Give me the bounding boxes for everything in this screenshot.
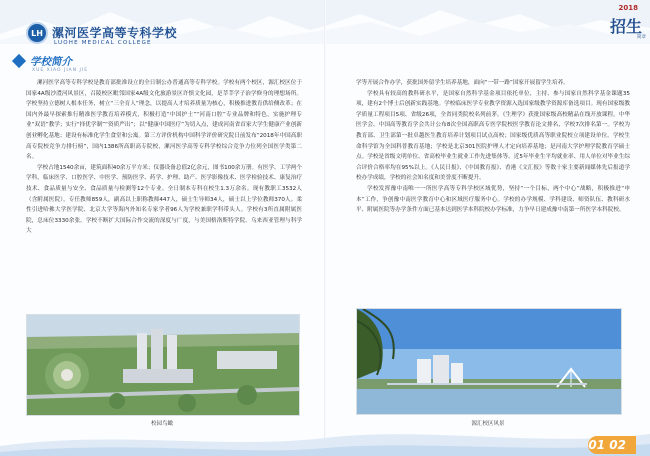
section-title-en: XUE XIAO JIAN JIE [32,68,89,73]
center-spine [324,0,326,456]
campus-scenery-photo [356,308,622,415]
left-photo-caption: 校园鸟瞰 [150,421,173,427]
admission-badge: 招生 [609,17,642,36]
right-photo-caption: 源汇校区风景 [471,421,505,427]
section-title: 学校简介 [30,55,72,68]
paragraph: 学校发挥豫中南唯一一所医学高等专科学校区域优势，坚持“一个目标，两个中心”战略，积极推进“申本”工作，争创豫中南医学教育中心和区域医疗服务中心。学校的办学规模、学科建设、师资队伍、教科研水平、附属医院等办学条件方面已基本达到医学本科院校办学标准，力争早日建成豫中南第一所医学本科院校。 [356,185,630,214]
school-name-en: LUOHE MEDICAL COLLEGE [54,40,152,46]
page-numbers: 01 02 [588,438,626,452]
section-heading [14,54,72,68]
school-logo [26,22,48,44]
paragraph: 漯河医学高等专科学校是教育部批准设立的全日制公办普通高等专科学校。学校有两个校区，源汇校区位于国家4A级沙澧河风景区，召陵校区毗邻国家4A级文化旅游景区许慎文化园，是莘莘学子治学修身的理想场所。学校坚持立德树人根本任务，树立“三全育人”理念，以提高人才培养质量为核心，积极推进教育供给侧改革；在国内外最早探索推行精准医学教育培养模式，积极打造“中国护士”“河南口腔”专业品牌和特色，实施护理专业“双语”教学；实行“择优学制”“资质严出”；以“健康中国医疗”为切入点，建成河南省首家大学生健康产业创新创业孵化基地；建设有标准化学生食堂和公寓。第三方评价机构中国科学评价研究院日前发布“2018年中国高职高专院校竞争力排行榜”，国内1386所高职高专院校，漯河医学高等专科学校综合竞争力位列全国医学类第二名。 [26,80,302,161]
paragraph: 学校具有较高的教科研水平，是国家自然科学基金项目依托单位，主持、参与国家自然科学基金课题35项，建有2个博士后创新实践基地。学校临床医学专业教学资源入选国家级教学资源库备选项目。现有国家级教学质量工程项目5项、省级26项，全省同类院校名列前茅。《生理学》获批国家级高校精品在线开放课程。中华医学会、中国高等教育学会共计公布8次全国高职高专医学院校医学教育论文排名，学校7次排名第一。学校为教育部、卫生部第一批卓越医生教育培养计划项目试点高校；国家级优质高等职业院校立项建设单位。学校生命科学馆为全国科普教育基地；学校是北京301医院护理人才定向培养基地；是河南大学护理学院教育学硕士点。学校是省级文明单位、省高校毕业生就业工作先进集体等。近5年毕业生平均就业率、用人单位对毕业生综合评价合格率均在95%以上。《人民日报》、《中国教育报》、香港《文汇报》等数十家主要新闻媒体先后报道学校办学成绩，学校的社会知名度和美誉度不断提升。 [356,90,630,182]
campus-scenery-illustration [357,309,621,414]
year-label: 2018 [618,4,638,12]
paragraph: 学等开展合作办学，获批国外留学生培养基地，面向“一带一路”国家开展留学生培养。 [356,80,569,86]
logo-text: LH [31,28,43,38]
campus-aerial-photo [26,314,300,416]
admission-badge-sub: 简章 [637,35,646,40]
diamond-icon [12,54,26,68]
right-text-column [356,78,630,216]
left-text-column [26,78,302,237]
campus-aerial-illustration [27,315,299,415]
footer-wave-decoration [0,416,650,456]
school-name: 漯河医学高等专科学校 [52,26,178,40]
paragraph: 学校占地1540余亩，建筑面积40余万平方米；仪器设备总值2亿余元，图书100余万册。有医学、工学两个学科，临床医学、口腔医学、中医学、预防医学、药学、护理、助产、医学影像技术、医学检验技术、康复治疗技术、食品质量与安全、食品质量与检测等12个专业。全日制本专科在校生1.3万余名。现有教职工3532人（含附属医院），专任教师859人，副高以上职称教师447人，硕士生导师34人，硕士以上学位教师370人。柔性引进哈佛大学医学院、北京大学等海内外知名专家学者96人为学校兼职学科带头人。学校有3所直属附属医院，总床位3330余张。学校不断扩大国际合作交流的深度与广度，与美国格洛斯特学院、乌来西亚管理与科学大 [26,164,302,235]
